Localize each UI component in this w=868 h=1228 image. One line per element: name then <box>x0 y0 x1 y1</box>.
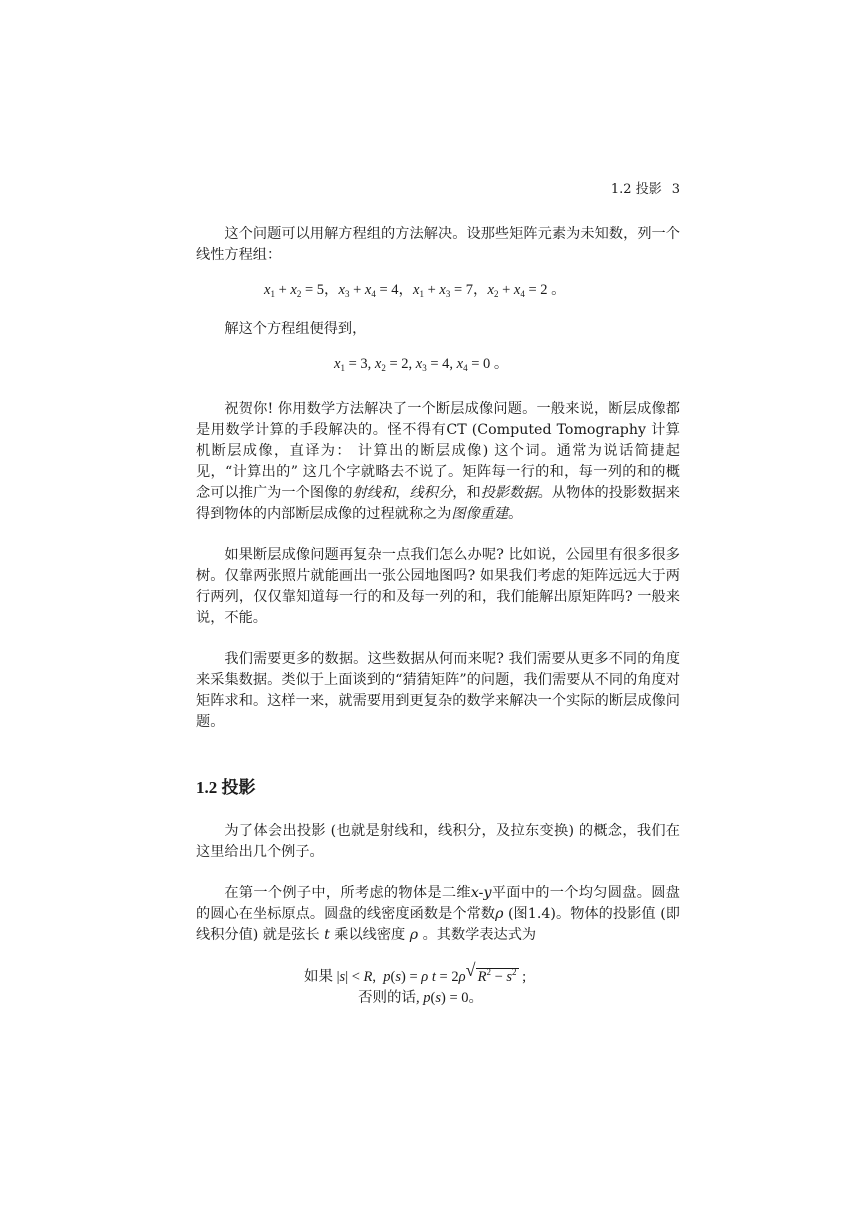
p7-rho2: ρ <box>409 927 419 943</box>
term-line-integral: 线积分 <box>409 485 453 501</box>
paragraph-7 <box>196 883 680 946</box>
section-heading: 1.2 投影 <box>196 778 256 797</box>
eq4-end: 。 <box>468 990 484 1006</box>
main-content <box>196 224 680 1009</box>
p7-e: 。其数学表达式为 <box>418 927 537 943</box>
paragraph-4: 如果断层成像问题再复杂一点我们怎么办呢? 比如说，公园里有很多很多树。仅靠两张照片就能画出一张公园地图吗? 如果我们考虑的矩阵远远大于两行两列，仅仅靠知道每一行的和及每一列的和，我们能解出原矩阵吗? 一般来说，不能。 <box>196 547 680 626</box>
p7-b: 平面中的一个均匀圆盘。圆盘的圆心在坐标原点。圆盘的线密度函数是个常数 <box>196 885 680 922</box>
eq1-end: 。 <box>551 282 566 298</box>
p7-t: t <box>324 927 330 943</box>
p7-d: 乘以线密度 <box>329 927 410 943</box>
eq3-prefix: 如果 <box>304 969 333 985</box>
eq2-v2: 2 <box>401 356 409 372</box>
eq2-end: 。 <box>493 356 509 372</box>
eq1-v2: 4 <box>391 282 399 298</box>
term-projection-data: 投影数据 <box>480 485 538 501</box>
paragraph-1: 这个问题可以用解方程组的方法解决。设那些矩阵元素为未知数，列一个线性方程组： <box>196 226 680 263</box>
projection-formula: 如果 |s| < R, p(s) = ρ t = 2ρ √ $R^2 - s^2$ ; <box>304 960 527 985</box>
term-image-reconstruction: 图像重建 <box>451 506 509 522</box>
eq1-v1: 5 <box>316 282 324 298</box>
p3-end: 。 <box>508 506 523 522</box>
term-ray-sum: 射线和 <box>352 485 396 501</box>
p7-c: (图1.4)。物体的投影值 (即线积分值) 就是弦长 <box>196 906 680 943</box>
paragraph-6: 为了体会出投影 (也就是射线和，线积分，及拉东变换) 的概念，我们在这里给出几个例子。 <box>196 823 680 860</box>
eq1-v4: 2 <box>540 282 548 298</box>
eq1-v3: 7 <box>465 282 473 298</box>
equation-solution: $x_1 = 3$, $x_2 = 2$, $x_3 = 4$, $x_4 = 0$ 。 <box>334 356 509 373</box>
eq4-value: 0 <box>461 990 469 1006</box>
eq2-v3: 4 <box>442 356 450 372</box>
header-section-title: 1.2 投影 <box>610 182 662 197</box>
eq2-v1: 3 <box>360 356 368 372</box>
page-number: 3 <box>671 182 680 197</box>
equation-system: $x_1 + x_2 = 5$，$x_3 + x_4 = 4$，$x_1 + x_3 = 7$，$x_2 + x_4 = 2$ 。 <box>264 282 566 299</box>
p7-rho: ρ <box>495 906 504 922</box>
eq3-semicolon: ; <box>522 969 527 985</box>
p7-xy: x-y <box>470 885 492 901</box>
p3-sep2: ，和 <box>452 485 481 501</box>
paragraph-5: 我们需要更多的数据。这些数据从何而来呢? 我们需要从更多不同的角度来采集数据。类似于上面谈到的“猜猜矩阵”的问题，我们需要从不同的角度对矩阵求和。这样一来，就需要用到更复杂的数学来解决一个实际的断层成像问题。 <box>196 651 680 730</box>
p7-a: 在第一个例子中，所考虑的物体是二维 <box>224 885 471 901</box>
paragraph-2: 解这个方程组便得到， <box>224 321 367 337</box>
projection-formula-else: 否则的话, p(s) = 0。 <box>358 990 484 1006</box>
paragraph-3 <box>196 399 680 525</box>
eq2-v4: 0 <box>483 356 491 372</box>
p3-sep1: ， <box>395 485 410 501</box>
running-header <box>196 178 680 197</box>
p3-mid: 。从物体的投影数据来得到物体的内部断层成像的过程就称之为 <box>196 485 680 522</box>
eq4-text: 否则的话, <box>358 990 420 1006</box>
p3-text: 祝贺你! 你用数学方法解决了一个断层成像问题。一般来说，断层成像都是用数学计算的手段解决的。怪不得有CT (Computed Tomography 计算机断层成像，直译为： 计算出的断层成像) 这个词。通常为说话简捷起见，“计算出的” 这几个字就略去不说了。矩阵每一行的和，每一列的和的概念可以推广为一个图像的 <box>196 401 680 501</box>
